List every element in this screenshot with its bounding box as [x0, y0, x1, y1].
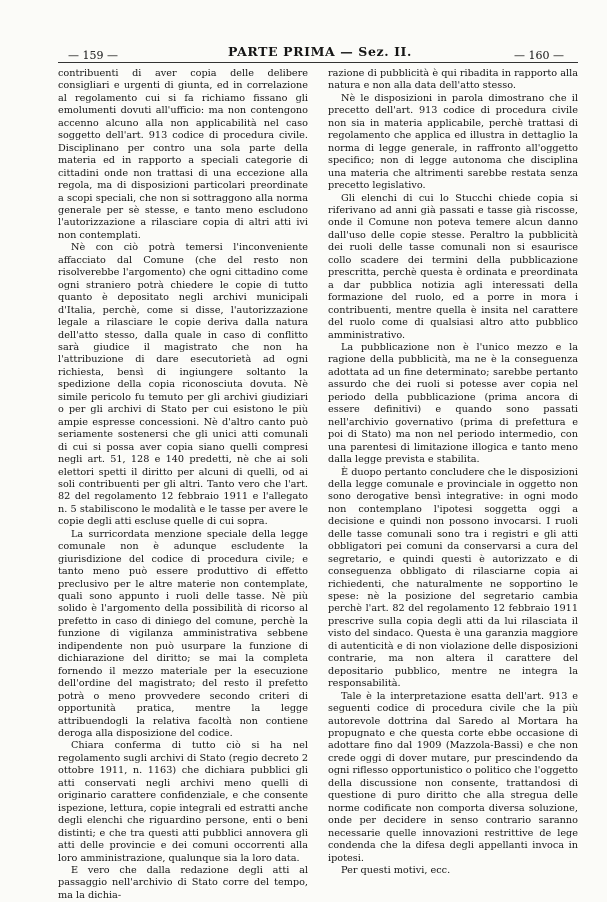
paragraph: La pubblicazione non è l'unico mezzo e la ragione della pubblicità, ma ne è la conseguenza adottata ad un fine determinato; sarebbe pertanto assurdo che dei ruoli si potesse aver copia nel periodo della pubblicazione (prima ancora di essere definitivi) e quando sono passati nell'archivio governativo (prima di prefettura e poi di Stato) ma non nel periodo intermedio, con una parentesi di limitazione illogica e tanto meno dalla legge prevista e stabilita.: [328, 341, 578, 466]
page-header: [58, 36, 578, 70]
running-title: PARTE PRIMA — Sez. II.: [228, 44, 412, 59]
paragraph: Chiara conferma di tutto ciò si ha nel regolamento sugli archivi di Stato (regio decreto 2 ottobre 1911, n. 1163) che dichiara pubblici gli atti conservati negli archivi meno quelli di originario carattere confidenziale, e che consente ispezione, lettura, copie integrali ed estratti anche degli elenchi che riguardino persone, enti o beni distinti; e che tra questi atti pubblici annovera gli atti delle provincie e dei comuni occorrenti alla loro amministrazione, qualunque sia la loro data.: [58, 740, 308, 864]
paragraph: contribuenti di aver copia delle delibere consigliari e urgenti di giunta, ed in correlazione al regolamento cui si fa richiamo fissano gli emolumenti dovuti all'ufficio: ma non contengono accenno alcuno alla non applicabilità nel caso soggetto dell'art. 913 codice di procedura civile. Disciplinano per contro una sola parte della materia ed in rapporto a speciali categorie di cittadini onde non trattasi di una eccezione alla regola, ma di disposizioni particolari preordinate a scopi speciali, che non si sottraggono alla norma generale per sè stesse, e tanto meno escludono l'autorizzazione a rilasciare copia di altri atti ivi non contemplati.: [58, 68, 308, 241]
paragraph: E vero che dalla redazione degli atti al passaggio nell'archivio di Stato corre del tempo, ma la dichia-: [58, 865, 308, 901]
paragraph: Gli elenchi di cui lo Stucchi chiede copia si riferivano ad anni già passati e tasse già riscosse, onde il Comune non poteva temere alcun danno dall'uso delle copie stesse. Peraltro la pubblicità dei ruoli delle tasse comunali non si esaurisce collo scadere dei termini della pubblicazione prescritta, perchè questa è ordinata e preordinata a dar pubblica notizia agli interessati della formazione del ruolo, ed a porre in mora i contribuenti, mentre quella è insita nel carattere del ruolo come di qualsiasi altro atto pubblico amministrativo.: [328, 192, 578, 341]
left-column: [58, 68, 308, 902]
page-number-left: — 159 —: [68, 49, 118, 62]
paragraph: razione di pubblicità è qui ribadita in rapporto alla natura e non alla data dell'atto stesso.: [328, 68, 578, 92]
paragraph: Nè le disposizioni in parola dimostrano che il precetto dell'art. 913 codice di procedura civile non sia in materia applicabile, perchè trattasi di regolamento che applica ed illustra in dettaglio la norma di legge generale, in raffronto all'oggetto specifico; non di legge autonoma che disciplina una materia che altrimenti sarebbe restata senza precetto legislativo.: [328, 92, 578, 192]
paragraph: È duopo pertanto concludere che le disposizioni della legge comunale e provinciale in oggetto non sono derogative bensì integrative: in ogni modo non contemplano l'ipotesi soggetta oggi a decisione e quindi non possono invocarsi. I ruoli delle tasse comunali sono tra i registri e gli atti obbligatori pei comuni da conservarsi a cura del segretario, e quindi questi è autorizzato e di conseguenza obbligato di rilasciarne copia ai richiedenti, che naturalmente ne sopportino le spese: nè la posizione del segretario cambia perchè l'art. 82 del regolamento 12 febbraio 1911 prescrive sulla copia degli atti da lui rilasciata il visto del sindaco. Questa è una garanzia maggiore di autenticità e di non violazione delle disposizioni contrarie, ma non altera il carattere del depositario pubblico, mentre ne integra la responsabilità.: [328, 466, 578, 690]
paragraph: Per questi motivi, ecc.: [341, 865, 451, 876]
paragraph: Tale è la interpretazione esatta dell'art. 913 e seguenti codice di procedura civile che la più autorevole dottrina dal Saredo al Mortara ha propugnato e che questa corte ebbe occasione di adottare fino dal 1909 (Mazzola-Bassi) e che non crede oggi di dover mutare, pur prescindendo da ogni riflesso opportunistico o politico che l'oggetto della discussione non consente, trattandosi di questione di puro diritto che alla stregua delle norme codificate non comporta diversa soluzione, onde per decidere in senso contrario saranno necessarie quelle innovazioni restrittive de lege condenda che la difesa degli appellanti invoca in ipotesi.: [328, 690, 578, 864]
header-rule: [58, 62, 578, 63]
page-number-right: — 160 —: [514, 49, 564, 62]
paragraph: La surricordata menzione speciale della legge comunale non è adunque escludente la giurisdizione del codice di procedura civile; e tanto meno può essere produttivo di effetto preclusivo per le altre materie non contemplate, quali sono appunto i ruoli delle tasse. Nè più solido è l'argomento della possibilità di ricorso al prefetto in caso di diniego del comune, perchè la funzione di vigilanza amministrativa sebbene indipendente non può usurpare la funzione di dichiarazione del diritto; se mai la completa fornendo il mezzo materiale per la esecuzione dell'ordine del magistrato; del resto il prefetto potrà o meno provvedere secondo criteri di opportunità pratica, mentre la legge attribuendogli la relativa facoltà non contiene deroga alla disposizione del codice.: [58, 528, 308, 740]
paragraph: Nè con ciò potrà temersi l'inconveniente affacciato dal Comune (che del resto non risolverebbe l'argomento) che ogni cittadino come ogni straniero potrà chiedere le copie di tutto quanto è depositato negli archivi municipali d'Italia, perchè, come si disse, l'autorizzazione legale a rilasciare le copie deriva dalla natura dell'atto stesso, dalla quale in caso di conflitto sarà giudice il magistrato che non ha l'attribuzione di dare esecutorietà ad ogni richiesta, bensì di ingiungere soltanto la spedizione della copia riconosciuta dovuta. Nè simile pericolo fu temuto per gli archivi giudiziari o per gli archivi di Stato per cui esistono le più ampie espresse concessioni. Nè d'altro canto può seriamente sostenersi che gli unici atti comunali di cui si possa aver copia siano quelli compresi negli art. 51, 128 e 140 predetti, nè che ai soli elettori spetti il diritto per alcuni di quelli, od ai soli contribuenti per gli altri. Tanto vero che l'art. 82 del regolamento 12 febbraio 1911 e l'allegato n. 5 stabiliscono le modalità e le tasse per avere le copie degli atti escluse quelle di cui sopra.: [58, 242, 308, 528]
right-column: [328, 68, 578, 877]
